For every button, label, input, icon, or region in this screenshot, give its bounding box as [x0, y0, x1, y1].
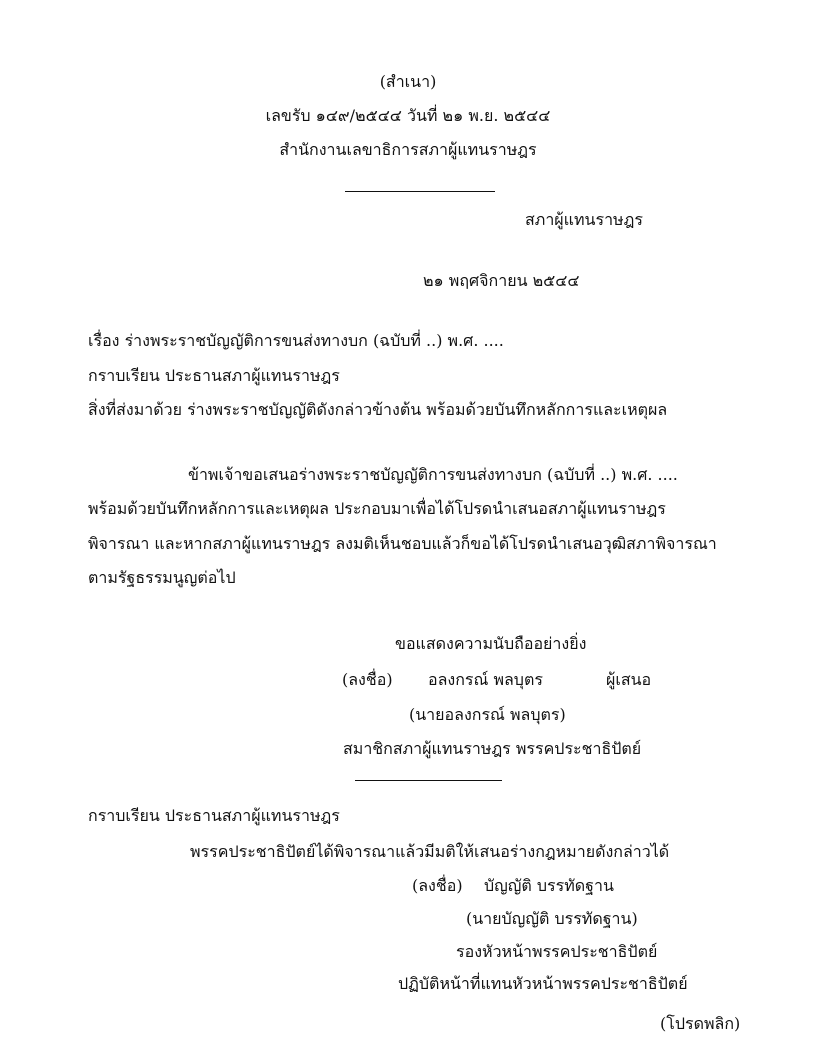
body-paragraph-line: พิจารณา และหากสภาผู้แทนราษฎร ลงมติเห็นชอบแล้วก็ขอได้โปรดนำเสนอวุฒิสภาพิจารณา: [88, 534, 717, 553]
divider-line: [355, 780, 502, 781]
endorsement-salutation: กราบเรียน ประธานสภาผู้แทนราษฎร: [88, 806, 340, 825]
turn-over-note: (โปรดพลิก): [660, 1014, 741, 1033]
office-name: สำนักงานเลขาธิการสภาผู้แทนราษฎร: [279, 140, 537, 159]
closing-phrase: ขอแสดงความนับถืออย่างยิ่ง: [395, 634, 587, 653]
enclosure-line: สิ่งที่ส่งมาด้วย ร่างพระราชบัญญัติดังกล่าวข้างต้น พร้อมด้วยบันทึกหลักการและเหตุผล: [88, 400, 668, 419]
endorsement-position: รองหัวหน้าพรรคประชาธิปัตย์: [456, 942, 658, 961]
letter-date: ๒๑ พฤศจิกายน ๒๕๔๔: [423, 271, 580, 290]
sender-name: สภาผู้แทนราษฎร: [525, 210, 643, 229]
copy-mark: (สำเนา): [379, 72, 437, 91]
divider-line: [345, 191, 495, 192]
endorsement-sign-label: (ลงชื่อ): [412, 876, 463, 895]
signature-role: ผู้เสนอ: [606, 670, 652, 689]
signature-name: อลงกรณ์ พลบุตร: [428, 670, 543, 689]
body-paragraph-line: ข้าพเจ้าขอเสนอร่างพระราชบัญญัติการขนส่งทางบก (ฉบับที่ ..) พ.ศ. ....: [188, 465, 678, 484]
salutation: กราบเรียน ประธานสภาผู้แทนราษฎร: [88, 366, 340, 385]
endorsement-text: พรรคประชาธิปัตย์ได้พิจารณาแล้วมีมติให้เสนอร่างกฎหมายดังกล่าวได้: [190, 842, 670, 861]
signatory-position: สมาชิกสภาผู้แทนราษฎร พรรคประชาธิปัตย์: [343, 739, 642, 758]
body-paragraph-line: ตามรัฐธรรมนูญต่อไป: [88, 568, 236, 587]
subject-line: เรื่อง ร่างพระราชบัญญัติการขนส่งทางบก (ฉบับที่ ..) พ.ศ. ....: [88, 331, 504, 350]
endorsement-full-name: (นายบัญญัติ บรรทัดฐาน): [466, 909, 638, 928]
signatory-full-name: (นายอลงกรณ์ พลบุตร): [409, 705, 566, 724]
body-paragraph-line: พร้อมด้วยบันทึกหลักการและเหตุผล ประกอบมาเพื่อได้โปรดนำเสนอสภาผู้แทนราษฎร: [88, 499, 666, 518]
endorsement-position: ปฏิบัติหน้าที่แทนหัวหน้าพรรคประชาธิปัตย์: [398, 974, 688, 993]
signature-label: (ลงชื่อ): [342, 670, 393, 689]
endorsement-signer-name: บัญญัติ บรรทัดฐาน: [484, 876, 614, 895]
receipt-line: เลขรับ ๑๔๙/๒๕๔๔ วันที่ ๒๑ พ.ย. ๒๕๔๔: [265, 106, 551, 125]
